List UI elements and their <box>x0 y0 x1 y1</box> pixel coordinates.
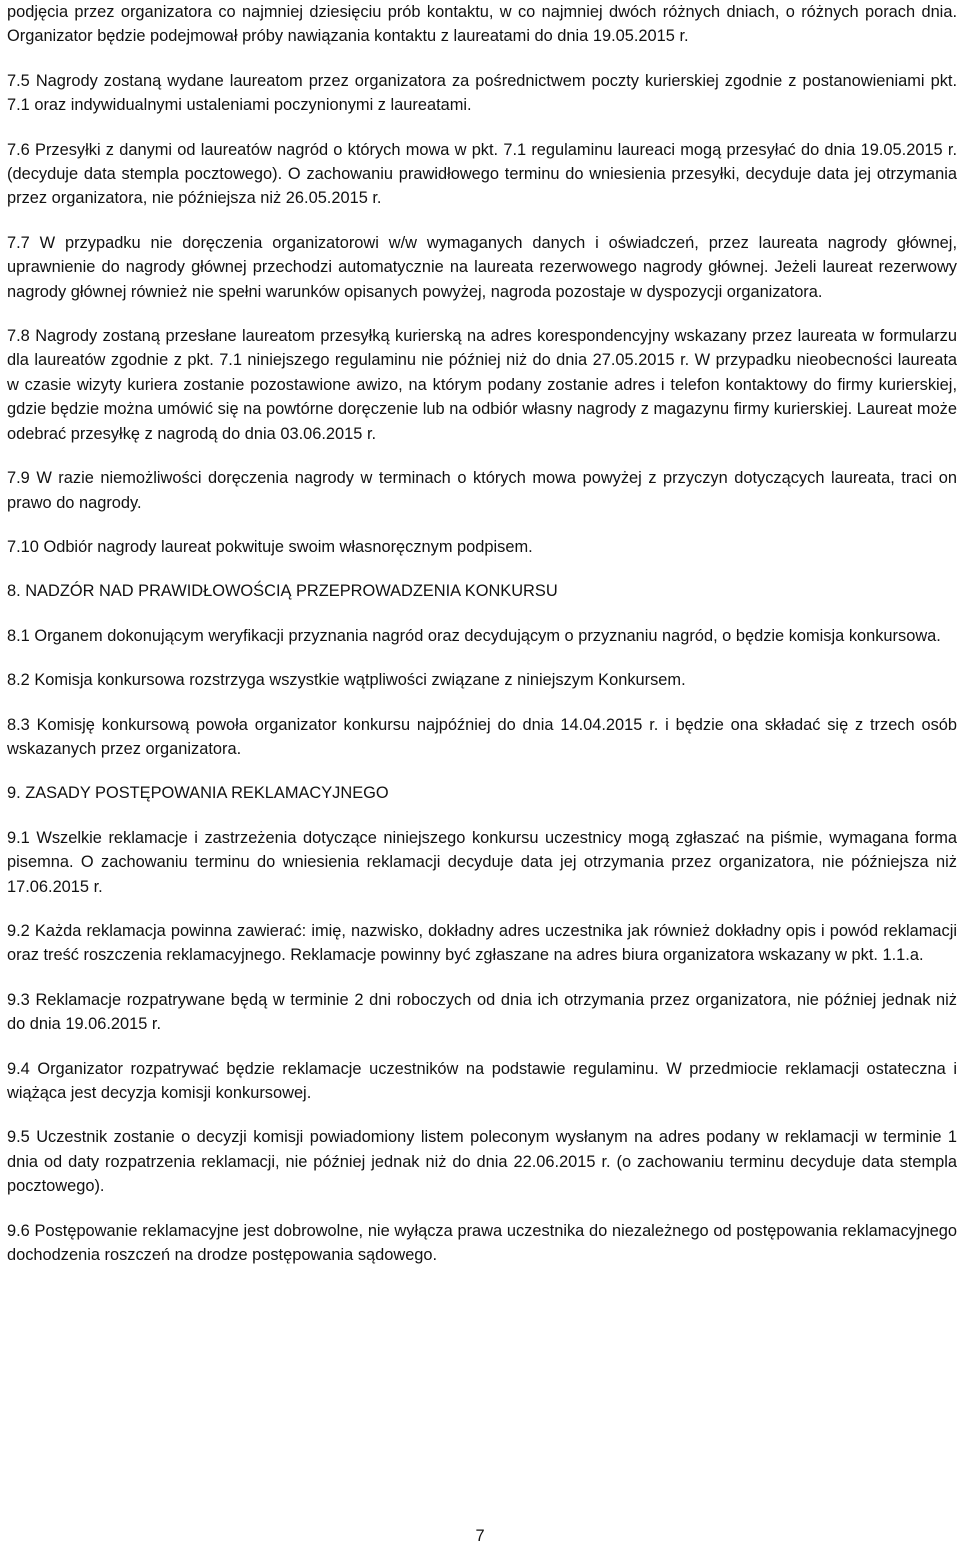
paragraph-9-5: 9.5 Uczestnik zostanie o decyzji komisji powiadomiony listem poleconym wysłanym na adres podany w reklamacji w terminie 1 dnia od daty rozpatrzenia reklamacji, nie później jednak niż do dnia 22.06.2015 r. (o zachowaniu terminu decyduje data stempla pocztowego). <box>7 1128 957 1196</box>
section-9-heading: 9. ZASADY POSTĘPOWANIA REKLAMACYJNEGO <box>7 784 389 803</box>
paragraph-9-6: 9.6 Postępowanie reklamacyjne jest dobrowolne, nie wyłącza prawa uczestnika do niezależnego od postępowania reklamacyjnego dochodzenia roszczeń na drodze postępowania sądowego. <box>7 1221 957 1265</box>
paragraph-7-8: 7.8 Nagrody zostaną przesłane laureatom przesyłką kurierską na adres korespondencyjny wskazany przez laureata w formularzu dla laureatów zgodnie z pkt. 7.1 niniejszego regulaminu nie później niż do dnia 27.05.2015 r. W przypadku nieobecności laureata w czasie wizyty kuriera zostanie pozostawione awizo, na którym podany zostanie adres i telefon kontaktowy do firmy kurierskiej, gdzie będzie można umówić się na powtórne doręczenie lub na odbiór własny nagrody z magazynu firmy kurierskiej. Laureat może odebrać przesyłkę z nagrodą do dnia 03.06.2015 r. <box>7 327 957 443</box>
paragraph-7-10: 7.10 Odbiór nagrody laureat pokwituje swoim własnoręcznym podpisem. <box>7 537 533 556</box>
document-page <box>7 0 957 1287</box>
section-8-heading: 8. NADZÓR NAD PRAWIDŁOWOŚCIĄ PRZEPROWADZENIA KONKURSU <box>7 582 558 601</box>
paragraph-7-4-continuation: podjęcia przez organizatora co najmniej dziesięciu prób kontaktu, w co najmniej dwóch różnych dniach, o różnych porach dnia. Organizator będzie podejmował próby nawiązania kontaktu z laureatami do dnia 19.05.2015 r. <box>7 3 957 46</box>
paragraph-9-1: 9.1 Wszelkie reklamacje i zastrzeżenia dotyczące niniejszego konkursu uczestnicy mogą zgłaszać na piśmie, wymagana forma pisemna. O zachowaniu terminu do wniesienia reklamacji decyduje data jej otrzymania przez organizatora, nie późniejsza niż 17.06.2015 r. <box>7 828 957 896</box>
paragraph-7-5: 7.5 Nagrody zostaną wydane laureatom przez organizatora za pośrednictwem poczty kurierskiej zgodnie z postanowieniami pkt. 7.1 oraz indywidualnymi ustaleniami poczynionymi z laureatami. <box>7 71 957 115</box>
paragraph-8-1: 8.1 Organem dokonującym weryfikacji przyznania nagród oraz decydującym o przyznaniu nagród, o będzie komisja konkursowa. <box>7 626 941 645</box>
paragraph-9-3: 9.3 Reklamacje rozpatrywane będą w terminie 2 dni roboczych od dnia ich otrzymania przez organizatora, nie później jednak niż do dnia 19.06.2015 r. <box>7 990 957 1034</box>
paragraph-7-6: 7.6 Przesyłki z danymi od laureatów nagród o których mowa w pkt. 7.1 regulaminu laureaci mogą przesyłać do dnia 19.05.2015 r. (decyduje data stempla pocztowego). O zachowaniu prawidłowego terminu do wniesienia przesyłki, decyduje data jej otrzymania przez organizatora, nie późniejsza niż 26.05.2015 r. <box>7 140 957 208</box>
page-number: 7 <box>475 1527 485 1545</box>
paragraph-9-4: 9.4 Organizator rozpatrywać będzie reklamacje uczestników na podstawie regulaminu. W przedmiocie reklamacji ostateczna i wiążąca jest decyzja komisji konkursowej. <box>7 1059 957 1102</box>
paragraph-8-2: 8.2 Komisja konkursowa rozstrzyga wszystkie wątpliwości związane z niniejszym Konkursem. <box>7 671 686 690</box>
paragraph-7-9: 7.9 W razie niemożliwości doręczenia nagrody w terminach o których mowa powyżej z przyczyn dotyczących laureata, traci on prawo do nagrody. <box>7 469 957 512</box>
paragraph-9-2: 9.2 Każda reklamacja powinna zawierać: imię, nazwisko, dokładny adres uczestnika jak również dokładny opis i powód reklamacji oraz treść roszczenia reklamacyjnego. Reklamacje powinny być zgłaszane na adres biura organizatora wskazany w pkt. 1.1.a. <box>7 921 957 965</box>
paragraph-8-3: 8.3 Komisję konkursową powoła organizator konkursu najpóźniej do dnia 14.04.2015 r. i będzie ona składać się z trzech osób wskazanych przez organizatora. <box>7 715 957 758</box>
paragraph-7-7: 7.7 W przypadku nie doręczenia organizatorowi w/w wymaganych danych i oświadczeń, przez laureata nagrody głównej, uprawnienie do nagrody głównej przechodzi automatycznie na laureata rezerwowego nagrody głównej. Jeżeli laureat rezerwowy nagrody głównej również nie spełni warunków opisanych powyżej, nagroda pozostaje w dyspozycji organizatora. <box>7 233 957 301</box>
